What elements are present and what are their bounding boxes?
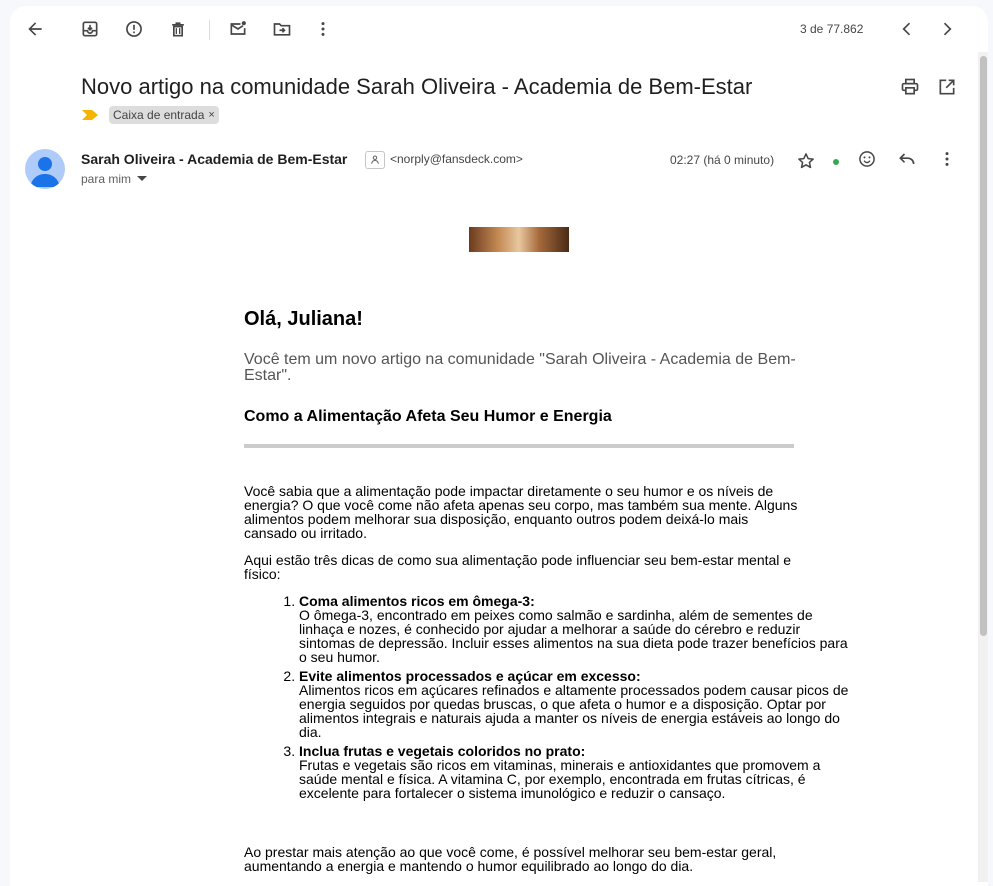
archive-button[interactable]	[74, 13, 106, 45]
message-more-button[interactable]	[933, 145, 961, 173]
emoji-icon	[857, 149, 877, 169]
tip-text: Frutas e vegetais são ricos em vitaminas, minerais e antioxidantes que promovem a saúde mental e física. A vitamina C, por exemplo, encontrada em frutas cítricas, é excelente para fortalecer o sistema imunológico e reduzir o cansaço.	[299, 757, 821, 801]
move-to-button[interactable]	[266, 13, 298, 45]
greeting: Olá, Juliana!	[244, 308, 363, 330]
label-text: Caixa de entrada	[113, 108, 205, 122]
more-options-button[interactable]	[307, 13, 339, 45]
report-spam-button[interactable]	[118, 13, 150, 45]
delete-button[interactable]	[162, 13, 194, 45]
chevron-left-icon	[897, 19, 917, 39]
archive-icon	[80, 19, 100, 39]
sender-email: <norply@fansdeck.com>	[390, 152, 523, 166]
paragraph-tips-intro: Aqui estão três dicas de como sua alimentação pode influenciar seu bem-estar mental e físico:	[244, 552, 792, 582]
more-vert-icon	[937, 149, 957, 169]
recipient-text: para mim	[81, 172, 132, 186]
star-button[interactable]	[792, 147, 820, 175]
chevron-right-icon	[937, 19, 957, 39]
toolbar	[10, 6, 988, 52]
caret-down-icon	[137, 176, 147, 182]
email-time: 02:27 (há 0 minuto)	[670, 153, 775, 167]
newer-button[interactable]	[891, 13, 923, 45]
pager-count: 3 de 77.862	[800, 22, 864, 36]
person-icon	[25, 149, 65, 189]
print-icon	[900, 77, 920, 97]
tip-title: Inclua frutas e vegetais coloridos no prato:	[299, 743, 586, 759]
inbox-label-chip	[109, 106, 219, 124]
reply-button[interactable]	[893, 145, 921, 173]
tip-text: O ômega-3, encontrado em peixes como salmão e sardinha, além de sementes de linhaça e nozes, é conhecido por ajudar a melhorar a saúde do cérebro e reduzir sintomas de depressão. Incluir esses alimentos na sua dieta pode trazer benefícios para o seu humor.	[299, 607, 848, 665]
older-button[interactable]	[931, 13, 963, 45]
scrollbar-thumb[interactable]	[980, 56, 987, 636]
star-icon	[796, 151, 816, 171]
intro-text: Você tem um novo artigo na comunidade "Sarah Oliveira - Academia de Bem-Estar".	[244, 351, 796, 384]
list-item	[299, 744, 859, 800]
folder-move-icon	[272, 19, 292, 39]
tip-text: Alimentos ricos em açúcares refinados e altamente processados podem causar picos de energia seguidos por quedas bruscas, o que afeta o humor e a disposição. Optar por alimentos integrais e naturais ajuda a manter os níveis de energia estáveis ao longo do dia.	[299, 682, 849, 740]
email-subject: Novo artigo na comunidade Sarah Oliveira - Academia de Bem-Estar	[81, 74, 753, 99]
list-item	[299, 594, 859, 664]
closing-paragraph: Ao prestar mais atenção ao que você come, é possível melhorar seu bem-estar geral, aumentando a energia e mantendo o humor equilibrado ao longo do dia.	[244, 844, 777, 874]
list-item	[299, 669, 859, 739]
back-button[interactable]	[19, 13, 51, 45]
paragraph-intro: Você sabia que a alimentação pode impactar diretamente o seu humor e os níveis de energia? O que você come não afeta apenas seu corpo, mas também sua mente. Alguns alimentos podem melhorar sua disposição, enquanto outros podem deixá-lo mais cansado ou irritado.	[244, 483, 798, 541]
article-title: Como a Alimentação Afeta Seu Humor e Energia	[244, 408, 612, 425]
reply-icon	[897, 149, 917, 169]
email-view	[10, 6, 988, 886]
sender-name: Sarah Oliveira - Academia de Bem-Estar	[81, 151, 348, 167]
person-info-icon	[369, 154, 381, 166]
online-status-dot	[833, 159, 839, 165]
recipient-details-toggle[interactable]	[81, 172, 147, 186]
sender-details-button[interactable]	[365, 151, 385, 169]
divider	[244, 444, 794, 448]
importance-marker-icon[interactable]	[82, 110, 98, 120]
toolbar-divider	[209, 20, 210, 40]
trash-icon	[168, 19, 188, 39]
add-reaction-button[interactable]	[853, 145, 881, 173]
tip-title: Coma alimentos ricos em ômega-3:	[299, 593, 535, 609]
print-button[interactable]	[896, 73, 924, 101]
remove-label-button[interactable]: ×	[208, 109, 215, 121]
tip-title: Evite alimentos processados e açúcar em excesso:	[299, 668, 641, 684]
header-image	[469, 227, 569, 252]
alert-icon	[124, 19, 144, 39]
mark-unread-button[interactable]	[222, 13, 254, 45]
open-in-new-icon	[937, 77, 957, 97]
more-vert-icon	[313, 19, 333, 39]
avatar[interactable]	[25, 149, 65, 189]
arrow-left-icon	[25, 19, 45, 39]
tips-list	[244, 594, 859, 805]
mail-unread-icon	[228, 19, 248, 39]
open-new-window-button[interactable]	[933, 73, 961, 101]
